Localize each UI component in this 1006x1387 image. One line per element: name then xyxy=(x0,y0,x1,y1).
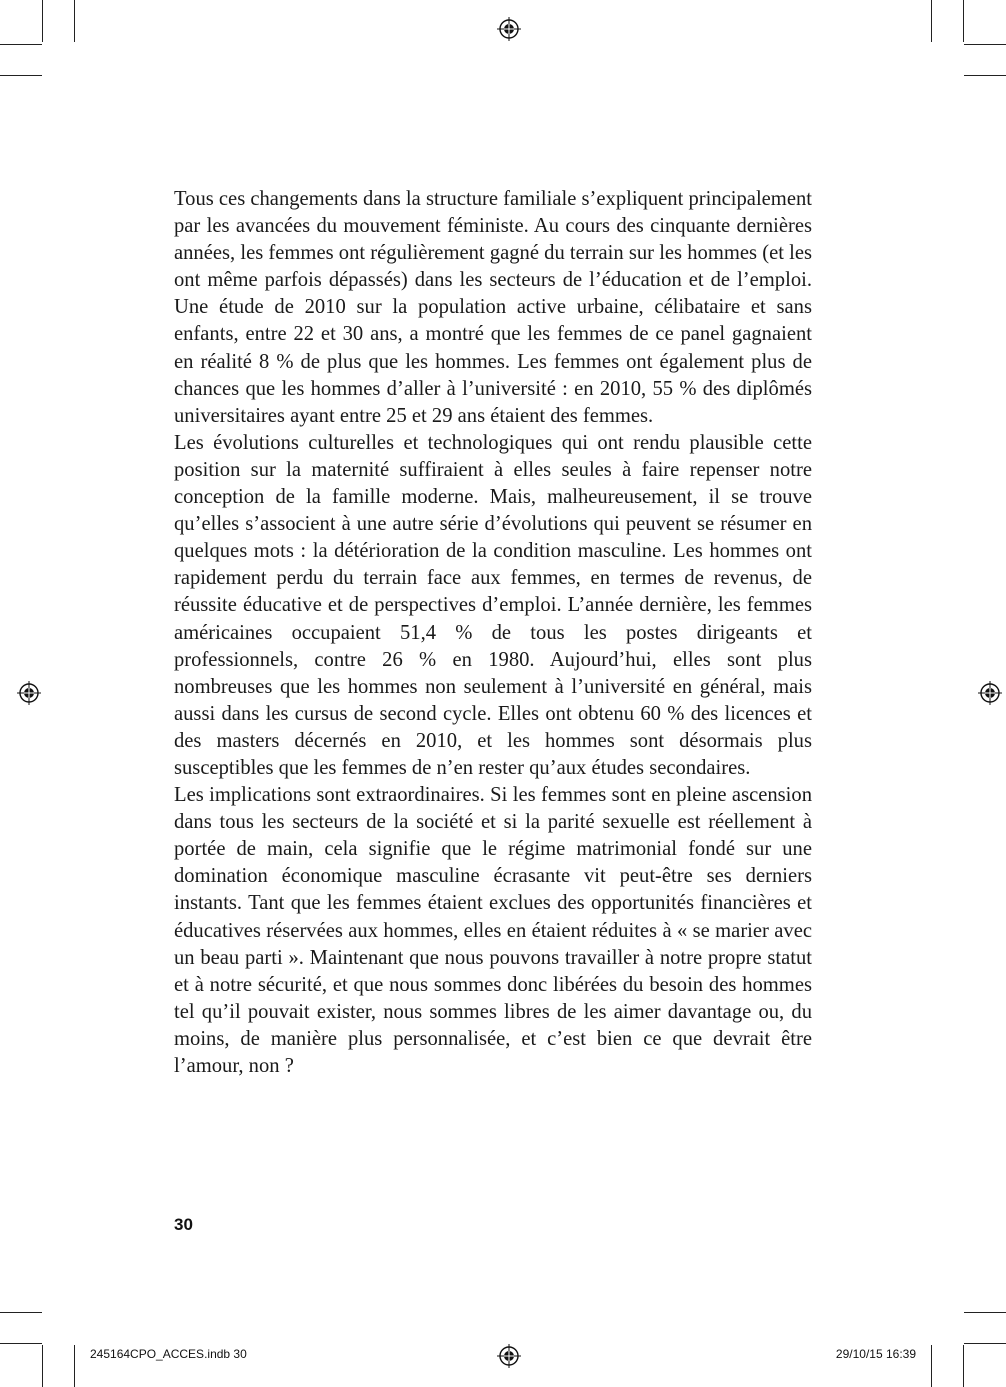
registration-mark-icon xyxy=(497,17,521,41)
crop-mark-bottom-left-v xyxy=(42,1345,43,1387)
crop-mark-bottom-right-v2 xyxy=(931,1345,932,1387)
crop-mark-top-left-h xyxy=(0,44,42,45)
crop-mark-bottom-left-h2 xyxy=(0,1343,42,1344)
body-text xyxy=(174,186,812,1080)
crop-mark-bottom-left-v2 xyxy=(74,1345,75,1387)
crop-mark-bottom-right-v xyxy=(963,1345,964,1387)
crop-mark-top-right-h xyxy=(964,44,1006,45)
registration-mark-icon xyxy=(497,1344,521,1368)
crop-mark-bottom-right-h2 xyxy=(964,1343,1006,1344)
crop-mark-top-left-v xyxy=(42,0,43,42)
registration-mark-icon xyxy=(17,681,41,705)
slug-filename: 245164CPO_ACCES.indb 30 xyxy=(90,1347,247,1361)
crop-mark-top-left-h2 xyxy=(0,75,42,76)
crop-mark-top-left-v2 xyxy=(74,0,75,42)
page-number: 30 xyxy=(174,1215,193,1234)
paragraph-3: Les implications sont extraordinaires. Si les femmes sont en pleine ascension dans tous les secteurs de la société et si la parité sexuelle est réellement à portée de main, cela signifie que le régime matrimonial fondé sur une domination économique masculine écrasante vit peut-être ses derniers instants. Tant que les femmes étaient exclues des opportunités financières et éducatives réservées aux hommes, elles en étaient réduites à « se marier avec un beau parti ». Maintenant que nous pouvons travailler à notre propre statut et à notre sécurité, et que nous sommes donc libérées du besoin des hommes tel qu’il pouvait exister, nous sommes libres de les aimer davantage ou, du moins, de manière plus personnalisée, et c’est bien ce que devrait être l’amour, non ? xyxy=(174,784,812,1077)
crop-mark-top-right-v xyxy=(963,0,964,42)
paragraph-1: Tous ces changements dans la structure familiale s’expliquent principalement par les avancées du mouvement féministe. Au cours des cinquante dernières années, les femmes ont régulièrement gagné du terrain sur les hommes (et les ont même parfois dépassés) dans les secteurs de l’éducation et de l’emploi. Une étude de 2010 sur la population active urbaine, célibataire et sans enfants, entre 22 et 30 ans, a montré que les femmes de ce panel gagnaient en réalité 8 % de plus que les hommes. Les femmes ont également plus de chances que les hommes d’aller à l’université : en 2010, 55 % des diplômés universitaires ayant entre 25 et 29 ans étaient des femmes. xyxy=(174,188,812,427)
registration-mark-icon xyxy=(978,681,1002,705)
crop-mark-bottom-left-h xyxy=(0,1312,42,1313)
crop-mark-bottom-right-h xyxy=(964,1312,1006,1313)
slug-datetime: 29/10/15 16:39 xyxy=(835,1347,916,1361)
paragraph-2: Les évolutions culturelles et technologiques qui ont rendu plausible cette position sur la maternité suffiraient à elles seules à faire repenser notre conception de la famille moderne. Mais, malheureusement, il se trouve qu’elles s’associent à une autre série d’évolutions qui peuvent se résumer en quelques mots : la détérioration de la condition masculine. Les hommes ont rapidement perdu du terrain face aux femmes, en termes de revenus, de réussite éducative et de perspectives d’emploi. L’année dernière, les femmes américaines occupaient 51,4 % de tous les postes dirigeants et professionnels, contre 26 % en 1980. Aujourd’hui, elles sont plus nombreuses que les hommes non seulement à l’université en général, mais aussi dans les cursus de second cycle. Elles ont obtenu 60 % des licences et des masters décernés en 2010, et les hommes sont désormais plus susceptibles que les femmes de n’en rester qu’aux études secondaires. xyxy=(174,431,812,779)
crop-mark-top-right-v2 xyxy=(931,0,932,42)
crop-mark-top-right-h2 xyxy=(964,75,1006,76)
